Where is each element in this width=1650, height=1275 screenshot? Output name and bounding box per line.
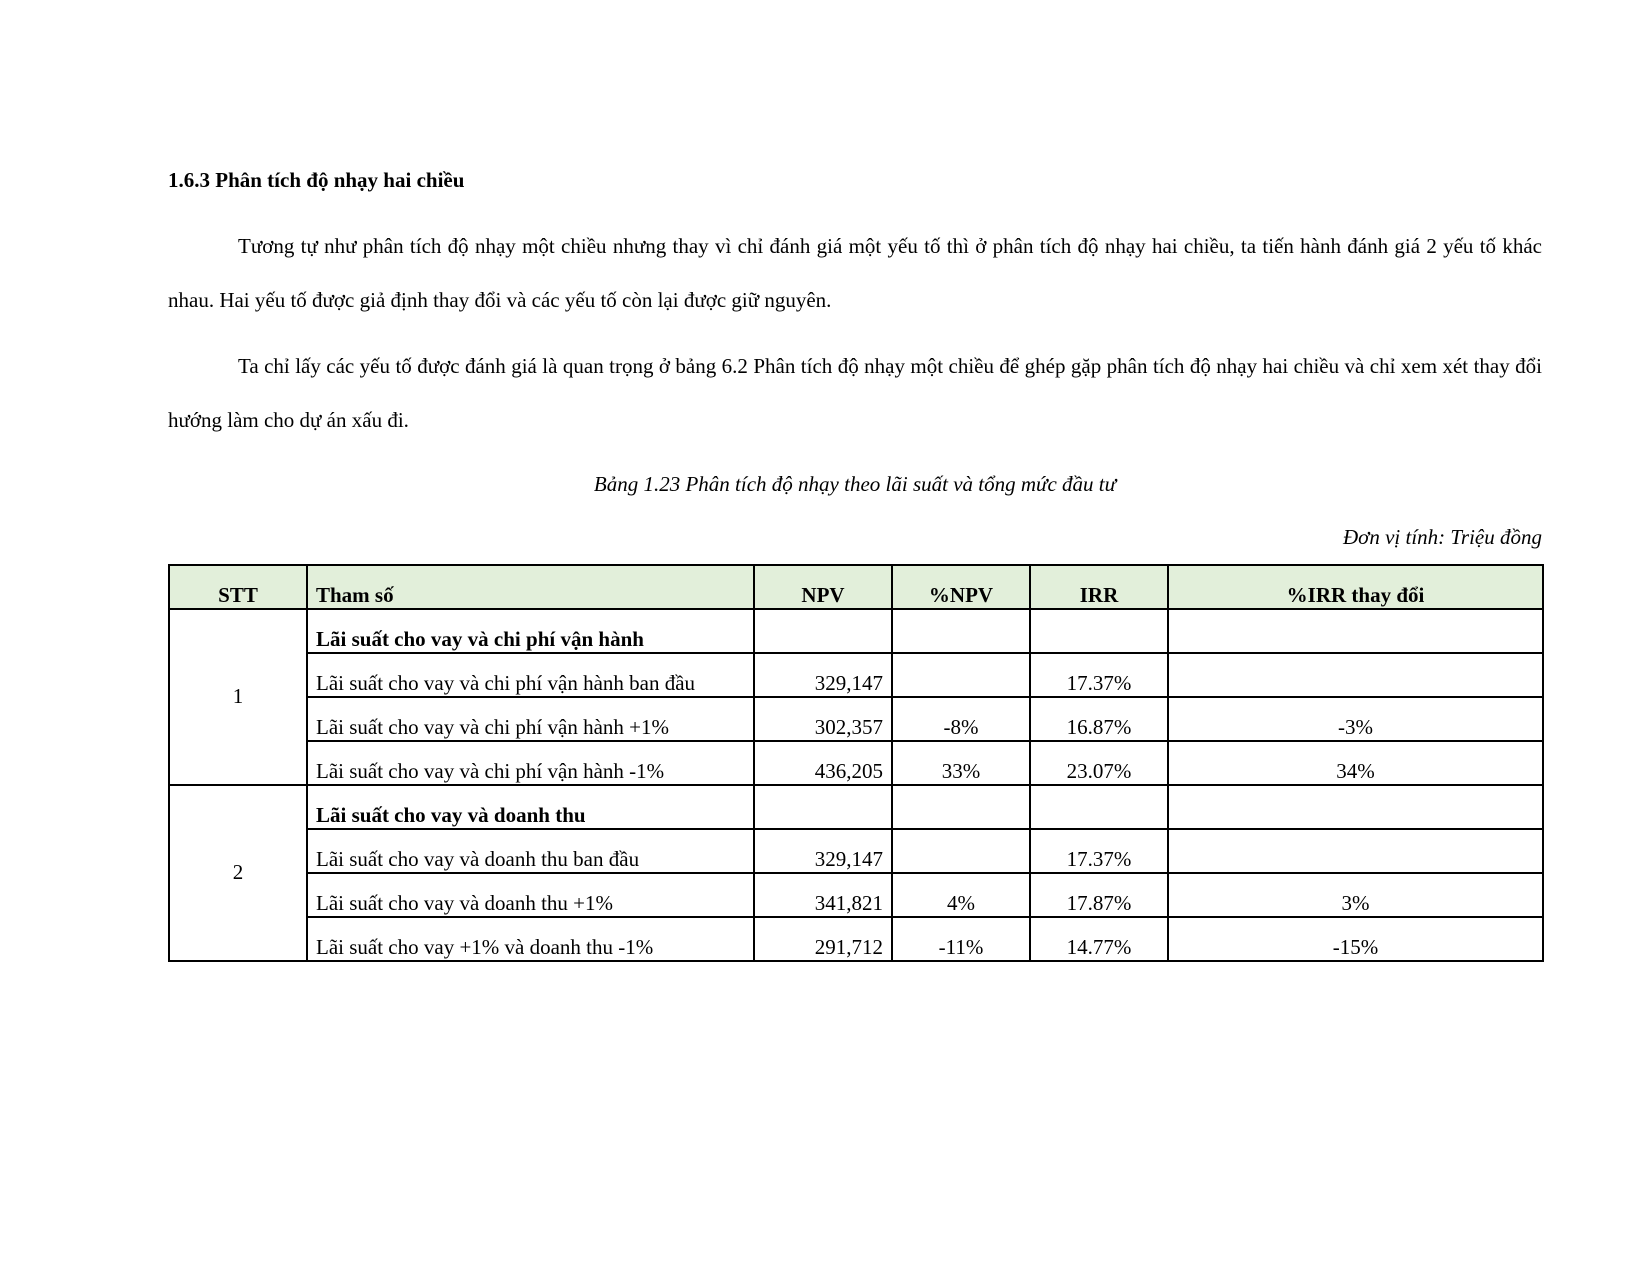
npv-cell [754,785,892,829]
irr-pct-cell: 34% [1168,741,1543,785]
table-row [169,917,1543,961]
irr-cell: 17.37% [1030,829,1168,873]
table-row [169,829,1543,873]
table-header-row [169,565,1543,609]
irr-cell: 17.87% [1030,873,1168,917]
param-cell: Lãi suất cho vay và chi phí vận hành ban đầu [307,653,754,697]
header-irr: IRR [1030,565,1168,609]
irr-pct-cell [1168,785,1543,829]
npv-cell: 341,821 [754,873,892,917]
group-title: Lãi suất cho vay và doanh thu [307,785,754,829]
npv-cell: 291,712 [754,917,892,961]
stt-cell: 2 [169,785,307,961]
npv-pct-cell: 4% [892,873,1030,917]
npv-cell: 329,147 [754,829,892,873]
npv-pct-cell: 33% [892,741,1030,785]
table-caption: Bảng 1.23 Phân tích độ nhạy theo lãi suất và tổng mức đầu tư [593,472,1117,496]
header-npv-pct: %NPV [892,565,1030,609]
paragraph-2: Ta chỉ lấy các yếu tố được đánh giá là quan trọng ở bảng 6.2 Phân tích độ nhạy một chiều để ghép gặp phân tích độ nhạy hai chiều và chỉ xem xét thay đổi hướng làm cho dự án xấu đi. [168,354,1542,432]
sensitivity-table [168,564,1544,962]
header-npv: NPV [754,565,892,609]
irr-cell: 14.77% [1030,917,1168,961]
irr-pct-cell: -15% [1168,917,1543,961]
header-irr-pct: %IRR thay đổi [1168,565,1543,609]
irr-cell: 17.37% [1030,653,1168,697]
table-row [169,653,1543,697]
irr-cell: 23.07% [1030,741,1168,785]
param-cell: Lãi suất cho vay và chi phí vận hành +1% [307,697,754,741]
npv-cell [754,609,892,653]
header-stt: STT [169,565,307,609]
stt-cell: 1 [169,609,307,785]
npv-pct-cell [892,829,1030,873]
table-row [169,873,1543,917]
table-row [169,741,1543,785]
irr-cell [1030,785,1168,829]
param-cell: Lãi suất cho vay +1% và doanh thu -1% [307,917,754,961]
param-cell: Lãi suất cho vay và chi phí vận hành -1% [307,741,754,785]
paragraph-1: Tương tự như phân tích độ nhạy một chiều nhưng thay vì chỉ đánh giá một yếu tố thì ở phân tích độ nhạy hai chiều, ta tiến hành đánh giá 2 yếu tố khác nhau. Hai yếu tố được giả định thay đổi và các yếu tố còn lại được giữ nguyên. [168,234,1542,312]
npv-pct-cell [892,653,1030,697]
irr-pct-cell [1168,609,1543,653]
npv-cell: 436,205 [754,741,892,785]
unit-note: Đơn vị tính: Triệu đồng [1342,525,1542,549]
npv-pct-cell [892,609,1030,653]
table-row [169,785,1543,829]
irr-cell [1030,609,1168,653]
table-row [169,697,1543,741]
irr-cell: 16.87% [1030,697,1168,741]
irr-pct-cell [1168,829,1543,873]
npv-pct-cell: -8% [892,697,1030,741]
header-param: Tham số [307,565,754,609]
npv-cell: 302,357 [754,697,892,741]
section-heading: 1.6.3 Phân tích độ nhạy hai chiều [168,168,465,192]
irr-pct-cell: -3% [1168,697,1543,741]
irr-pct-cell: 3% [1168,873,1543,917]
npv-cell: 329,147 [754,653,892,697]
irr-pct-cell [1168,653,1543,697]
npv-pct-cell [892,785,1030,829]
param-cell: Lãi suất cho vay và doanh thu ban đầu [307,829,754,873]
param-cell: Lãi suất cho vay và doanh thu +1% [307,873,754,917]
npv-pct-cell: -11% [892,917,1030,961]
table-row [169,609,1543,653]
group-title: Lãi suất cho vay và chi phí vận hành [307,609,754,653]
